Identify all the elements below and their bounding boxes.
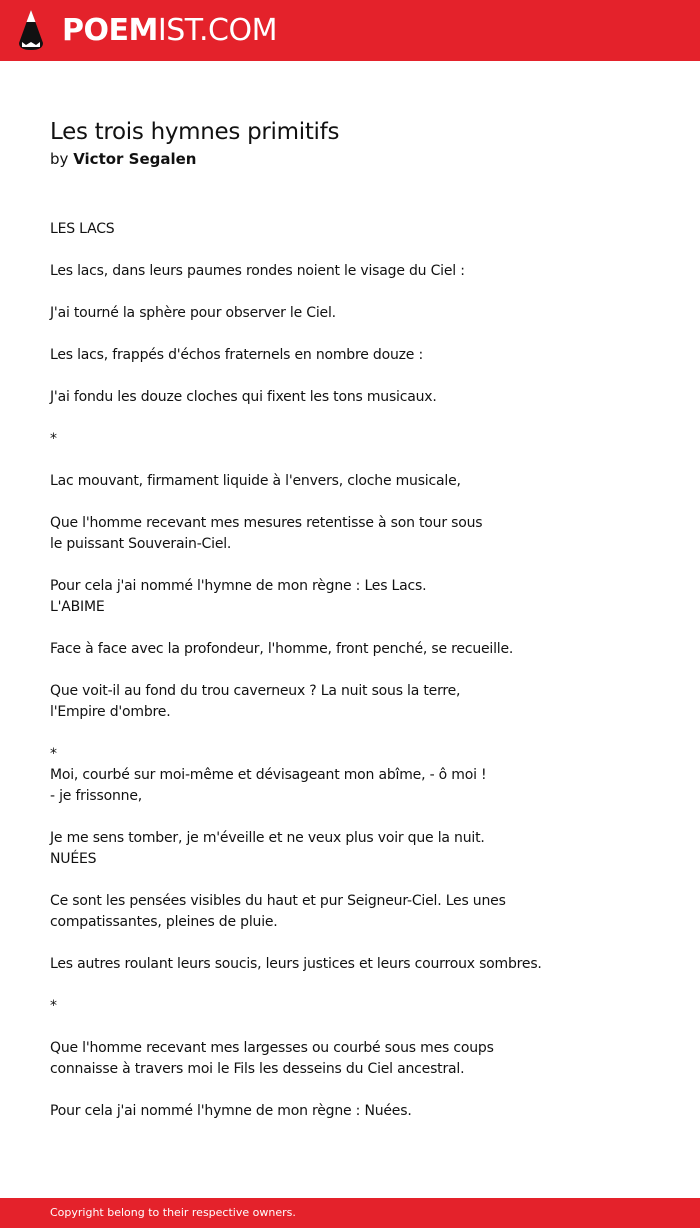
poem-line: Que l'homme recevant mes mesures retentisse à son tour sous xyxy=(50,515,483,531)
poem-line: Les lacs, frappés d'échos fraternels en nombre douze : xyxy=(50,347,423,363)
stanza-spacer xyxy=(50,324,660,345)
site-header xyxy=(0,0,700,61)
poem-line: Pour cela j'ai nommé l'hymne de mon règne : Les Lacs. xyxy=(50,578,427,594)
pencil-tip-icon[interactable] xyxy=(17,9,45,51)
poem-line: Face à face avec la profondeur, l'homme, front penché, se recueille. xyxy=(50,641,514,657)
stanza-spacer xyxy=(50,807,660,828)
stanza-spacer xyxy=(50,555,660,576)
stanza-spacer xyxy=(50,723,660,744)
poem-line: Ce sont les pensées visibles du haut et pur Seigneur-Ciel. Les unes xyxy=(50,893,506,909)
poem-line: le puissant Souverain-Ciel. xyxy=(50,536,232,552)
poem-line: Je me sens tomber, je m'éveille et ne veux plus voir que la nuit. xyxy=(50,830,485,846)
poem-line: l'Empire d'ombre. xyxy=(50,704,171,720)
site-name-bold: POEM xyxy=(62,13,158,48)
stanza-spacer xyxy=(50,366,660,387)
stanza-spacer xyxy=(50,870,660,891)
poem-line: - je frissonne, xyxy=(50,788,142,804)
site-name-light: IST.COM xyxy=(157,13,277,48)
stanza-spacer xyxy=(50,492,660,513)
copyright-text: Copyright belong to their respective owners. xyxy=(50,1206,296,1219)
stanza-spacer xyxy=(50,975,660,996)
poem-header xyxy=(50,116,650,170)
poem-line: Que voit-il au fond du trou caverneux ? La nuit sous la terre, xyxy=(50,683,461,699)
stanza-spacer xyxy=(50,282,660,303)
stanza-spacer xyxy=(50,933,660,954)
poem-line: * xyxy=(50,431,57,447)
stanza-spacer xyxy=(50,618,660,639)
poem-line: J'ai fondu les douze cloches qui fixent les tons musicaux. xyxy=(50,389,437,405)
site-footer xyxy=(0,1198,700,1228)
poem-line: NUÉES xyxy=(50,851,108,867)
poem-line: L'ABIME xyxy=(50,599,116,615)
stanza-spacer xyxy=(50,240,660,261)
poem-byline xyxy=(50,148,650,170)
stanza-spacer xyxy=(50,1017,660,1038)
by-label: by xyxy=(50,150,69,168)
poem-line: Les autres roulant leurs soucis, leurs justices et leurs courroux sombres. xyxy=(50,956,542,972)
poem-line: J'ai tourné la sphère pour observer le Ciel. xyxy=(50,305,336,321)
poem-line: Les lacs, dans leurs paumes rondes noient le visage du Ciel : xyxy=(50,263,465,279)
poem-line: compatissantes, pleines de pluie. xyxy=(50,914,278,930)
poem-body xyxy=(50,219,660,1122)
poem-line: Moi, courbé sur moi-même et dévisageant mon abîme, - ô moi ! xyxy=(50,767,487,783)
poem-line: connaisse à travers moi le Fils les desseins du Ciel ancestral. xyxy=(50,1061,465,1077)
author-name: Victor Segalen xyxy=(73,150,197,168)
poem-line: Que l'homme recevant mes largesses ou courbé sous mes coups xyxy=(50,1040,494,1056)
poem-line: Lac mouvant, firmament liquide à l'envers, cloche musicale, xyxy=(50,473,461,489)
poem-line: Pour cela j'ai nommé l'hymne de mon règne : Nuées. xyxy=(50,1103,412,1119)
poem-line: LES LACS xyxy=(50,221,115,237)
poem-line: * xyxy=(50,998,57,1014)
stanza-spacer xyxy=(50,450,660,471)
poem-title: Les trois hymnes primitifs xyxy=(50,119,340,145)
stanza-spacer xyxy=(50,660,660,681)
site-logo-text[interactable] xyxy=(62,11,277,51)
poem-line: * xyxy=(50,746,57,762)
stanza-spacer xyxy=(50,408,660,429)
stanza-spacer xyxy=(50,1080,660,1101)
